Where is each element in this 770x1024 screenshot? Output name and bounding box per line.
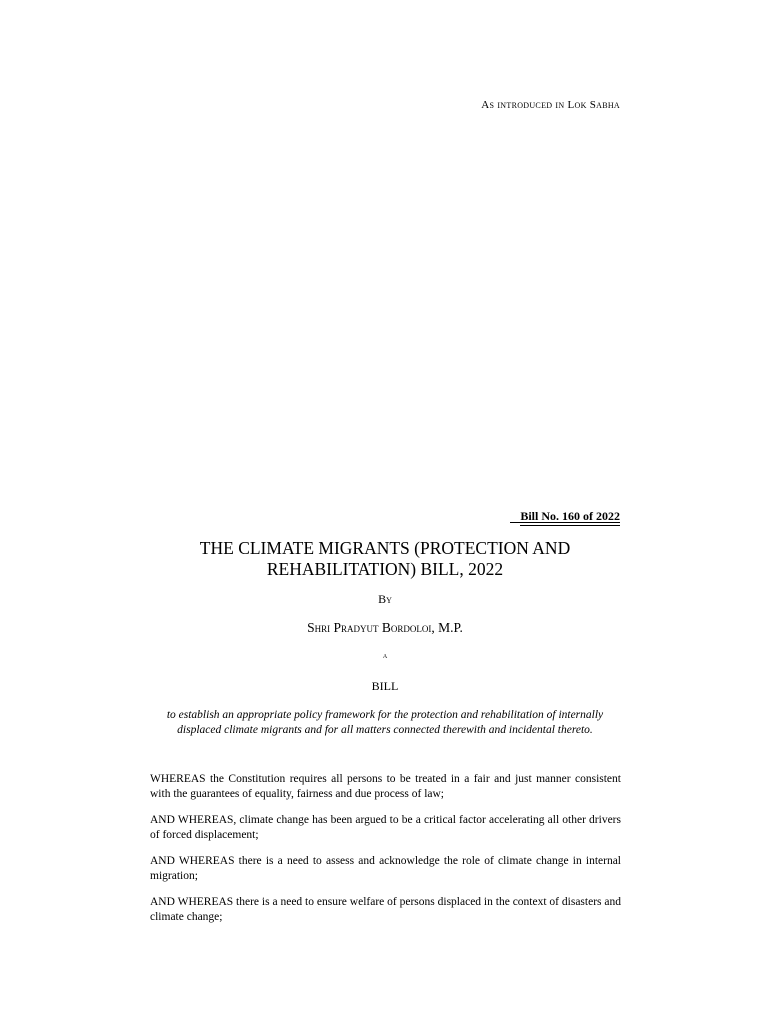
introduction-note: As introduced in Lok Sabha	[481, 99, 620, 111]
bill-title: THE CLIMATE MIGRANTS (PROTECTION AND REHABILITATION) BILL, 2022	[199, 538, 571, 579]
recital-paragraph: AND WHEREAS there is a need to ensure welfare of persons displaced in the context of disasters and climate change;	[150, 896, 621, 923]
sponsor-name: Shri Pradyut Bordoloi, M.P.	[307, 620, 463, 635]
recital-paragraph: AND WHEREAS there is a need to assess and acknowledge the role of climate change in internal migration;	[150, 855, 621, 882]
by-label: By	[378, 592, 392, 606]
bill-purpose: to establish an appropriate policy framework for the protection and rehabilitation of internally displaced climate migrants and for all matters connected therewith and incidental thereto.	[166, 709, 604, 736]
recital-paragraph: AND WHEREAS, climate change has been argued to be a critical factor accelerating all other drivers of forced displacement;	[150, 814, 621, 841]
recitals-section	[150, 772, 621, 936]
article-label: a	[382, 650, 388, 660]
bill-number-rule	[510, 522, 620, 523]
recital-paragraph: WHEREAS the Constitution requires all persons to be treated in a fair and just manner consistent with the guarantees of equality, fairness and due process of law;	[150, 773, 621, 800]
bill-label: BILL	[371, 679, 399, 693]
bill-number: Bill No. 160 of 2022	[520, 509, 620, 526]
